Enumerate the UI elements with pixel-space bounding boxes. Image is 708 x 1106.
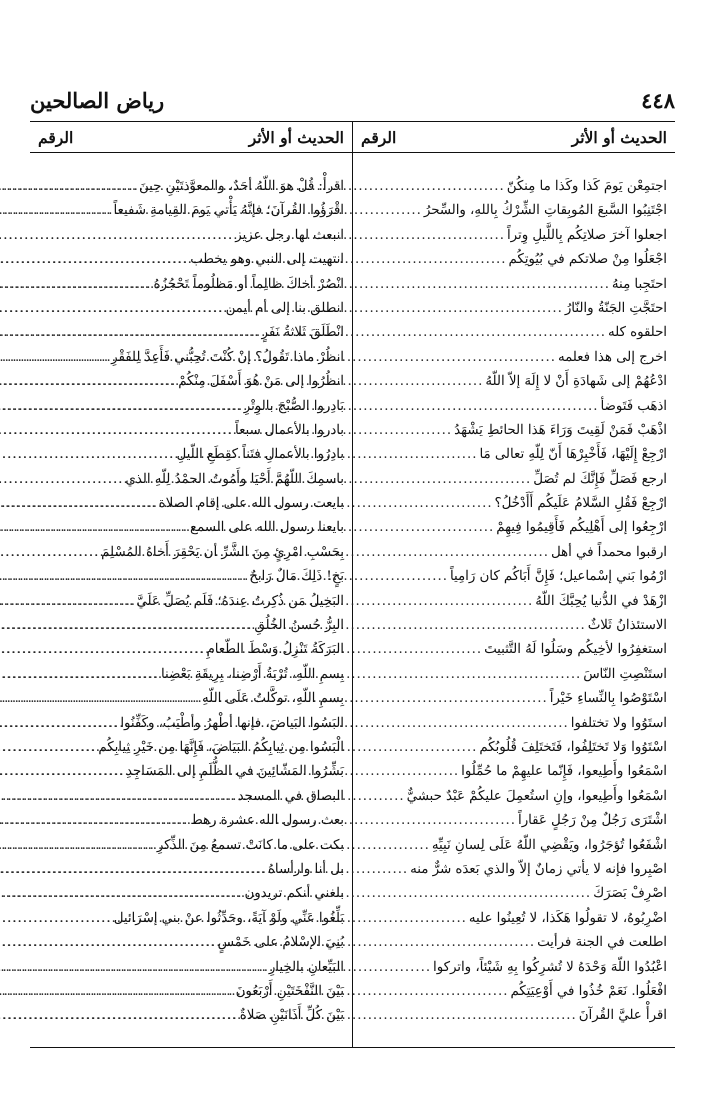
index-column-left xyxy=(30,122,352,1047)
index-entry xyxy=(30,980,352,1004)
dot-leader xyxy=(0,785,236,809)
index-entry xyxy=(30,809,352,833)
hadith-text: احتَجَّتِ الجَنّةُ والنّارُ xyxy=(564,300,667,316)
dot-leader xyxy=(0,834,155,858)
index-entry xyxy=(30,590,352,614)
index-entry xyxy=(353,248,675,272)
dot-leader xyxy=(0,638,205,662)
hadith-text: بُنِيَ الإسْلامُ على خَمْسٍ xyxy=(217,935,344,951)
hadith-text: بادِرُوا بالأعمالِ فتَناً كقِطَعِ اللّيلِ xyxy=(176,447,344,463)
hadith-text: اسْتَوُوا وَلا تَختَلِفُوا، فَتَختَلِفَ قُلُوبُكُم xyxy=(479,739,667,755)
hadith-text: بادروا بالأعمال سبعاً xyxy=(235,422,344,438)
index-entry xyxy=(353,980,675,1004)
dot-leader xyxy=(0,297,224,321)
index-entry xyxy=(30,760,352,784)
number-column-label: الرقم xyxy=(38,128,74,147)
index-entry xyxy=(30,492,352,516)
hadith-text: استَوُوا ولا تختلفوا xyxy=(570,715,667,731)
index-entry xyxy=(353,638,675,662)
hadith-text: انظُرُوا إلى مَنْ هُوَ أَسْفَلَ مِنْكُمْ xyxy=(178,374,344,390)
dot-leader xyxy=(0,541,99,565)
hadith-text: بَشِّرُوا المَشّائِينَ في الظُّلَمِ إلى المَسَاجِدِ xyxy=(125,764,344,780)
index-entry xyxy=(30,736,352,760)
hadith-text: ارْجِعُوا إلى أَهْلِيكُم فَأَقِيمُوا فِيهِمْ xyxy=(496,520,667,536)
hadith-text: ارْجِعْ إِلَيْهَا، فَأَخْبِرْهَا أَنّ لِلّهِ تعالى مَا xyxy=(479,447,667,463)
index-entry xyxy=(30,541,352,565)
hadith-column-label: الحديث أو الأثر xyxy=(571,128,667,147)
index-entry xyxy=(353,663,675,687)
hadith-text: اطلعت في الجنة فرأيت xyxy=(537,935,667,951)
hadith-text: انطلق بنا إلى أم أيمن xyxy=(225,300,344,316)
hadith-text: ارجع فَصَلِّ فَإِنَّكَ لم تُصَلِّ xyxy=(533,471,667,487)
hadith-text: اقرأْ عليَّ القُرآنَ xyxy=(578,1008,667,1024)
hadith-text: اسْمَعُوا وأَطِيعوا، وإنِ استُعمِلَ عليكُمْ عَبْدٌ حبشيٌّ xyxy=(406,788,667,804)
index-entry xyxy=(30,370,352,394)
dot-leader xyxy=(0,468,123,492)
index-entry xyxy=(30,712,352,736)
index-entry xyxy=(353,224,675,248)
hadith-text: استغفِرُوا لأخِيكُم وسَلُوا لَهُ التَّثبيتَ xyxy=(484,642,667,658)
dot-leader xyxy=(0,492,157,516)
index-entry xyxy=(353,760,675,784)
hadith-text: اذْهَبْ فَمَنْ لَقِيتَ وَرَاءَ هَذا الحائطِ يَشْهَدُ xyxy=(454,422,667,438)
dot-leader xyxy=(0,199,112,223)
index-entry xyxy=(353,834,675,858)
hadith-text: البِرُّ حُسنُ الخُلُقِ xyxy=(254,618,344,634)
dot-leader xyxy=(0,590,134,614)
hadith-text: الْبَسُوا مِن ثِيابِكُمُ البَيَاضَ، فَإِنَّهَا مِن خَيْرِ ثِيابِكُم xyxy=(98,739,344,755)
index-entry xyxy=(30,687,352,711)
hadith-text: البَرَكَةُ تَنْزِلُ وَسْطَ الطّعامِ xyxy=(206,642,344,658)
hadith-text: ارْمُوا بَني إسْماعيل؛ فَإِنَّ أَبَاكُم كان رَامِياً xyxy=(449,569,667,585)
hadith-text: الاستئذانُ ثَلاثٌ xyxy=(587,618,667,634)
index-entry xyxy=(30,907,352,931)
dot-leader xyxy=(0,736,96,760)
index-entry xyxy=(353,712,675,736)
index-entry xyxy=(353,516,675,540)
hadith-text: ازْهَدْ في الدُّنيا يُحِبَّكَ اللّهُ xyxy=(535,593,667,609)
hadith-text: اذهَب فَتَوضأ xyxy=(600,398,667,414)
index-entry xyxy=(30,516,352,540)
index-entry xyxy=(30,858,352,882)
dot-leader xyxy=(0,370,176,394)
hadith-text: بَيْنَ النَّفْخَتَيْنِ أَرْبَعُونَ xyxy=(235,983,344,999)
hadith-text: البَخِيلُ مَن ذُكِرتُ عِندَهُ؛ فَلَم يُصَلِّ عَلَيَّ xyxy=(136,593,344,609)
index-entry xyxy=(353,565,675,589)
index-entry xyxy=(30,468,352,492)
hadith-text: اقْرَؤُوا القُرآنَ؛ فإنَّهُ يَأْتي يَومَ القِيامةِ شَفيعاً xyxy=(113,203,344,219)
index-entry xyxy=(30,297,352,321)
index-entry xyxy=(30,346,352,370)
hadith-text: ادْعُهُمْ إلى شَهادَةِ أَنْ لا إِلَهَ إلاّ اللّهُ xyxy=(485,374,667,390)
hadith-text: اشْفَعُوا تُؤجَرُوا، ويَقْضِي اللّهُ عَلَى لِسانِ نَبِيِّهِ xyxy=(431,837,667,853)
hadith-text: اجتمِعْن يَومَ كَذا وكَذا ما مِنكُنّ xyxy=(506,179,667,194)
index-entry xyxy=(353,443,675,467)
index-entry xyxy=(353,736,675,760)
index-entry xyxy=(30,882,352,906)
column-header xyxy=(30,122,352,153)
dot-leader xyxy=(0,712,118,736)
index-entry xyxy=(30,785,352,809)
hadith-text: بايعت رسول الله على إقام الصلاة xyxy=(158,496,344,512)
hadith-text: بعث رسول الله عشرة رهط xyxy=(190,813,344,829)
index-entry xyxy=(30,273,352,297)
index-entry xyxy=(30,321,352,345)
index-column-right xyxy=(352,122,675,1047)
hadith-text: افْعَلُوا. نَعَمْ خُذُوا في أَوْعِيَتِكُم xyxy=(510,983,667,999)
hadith-text: بَيْنَ كُلِّ أَذَانَيْنِ صَلاةٌ xyxy=(239,1008,344,1024)
index-entry xyxy=(30,224,352,248)
dot-leader xyxy=(0,760,124,784)
hadith-text: البصاق في المسجد xyxy=(237,788,344,804)
page-number: ٤٤٨ xyxy=(641,88,675,113)
hadith-text: اعْبُدُوا اللّهَ وَحْدَهُ لا تُشرِكُوا بِهِ شَيْئاً، واتركوا xyxy=(433,959,667,975)
index-entry xyxy=(353,931,675,955)
page-header xyxy=(30,86,675,122)
hadith-text: احلقوه كله xyxy=(608,325,667,341)
hadith-text: اصْبِروا فإنه لا يأتي زمانٌ إلاّ والذي بَعدَه شرٌّ منه xyxy=(410,861,667,877)
hadith-text: بَلِّغُوا عَنِّي ولَوْ آيَةً، وحَدِّثُوا عنْ بني إسْرَائيل xyxy=(113,910,344,926)
hadith-text: اجْعَلُوا مِنْ صلاتكم في بُيُوتِكُم xyxy=(508,252,667,268)
index-entry xyxy=(353,882,675,906)
index-entry xyxy=(353,395,675,419)
index-entry xyxy=(30,638,352,662)
dot-leader xyxy=(0,443,175,467)
index-table xyxy=(30,122,675,1048)
index-entry xyxy=(30,931,352,955)
dot-leader xyxy=(0,956,267,980)
dot-leader xyxy=(0,931,216,955)
dot-leader xyxy=(0,346,109,370)
number-column-label: الرقم xyxy=(361,128,397,147)
dot-leader xyxy=(0,395,242,419)
book-title: رياض الصالحين xyxy=(30,88,165,113)
hadith-text: ارقبوا محمداً في أهل xyxy=(550,544,667,560)
index-entry xyxy=(353,199,675,223)
index-entry xyxy=(353,541,675,565)
index-entry xyxy=(30,175,352,199)
dot-leader xyxy=(0,809,188,833)
hadith-column-label: الحديث أو الأثر xyxy=(248,128,344,147)
index-entry xyxy=(353,419,675,443)
hadith-text: اشْتَرَى رَجُلٌ مِنْ رَجُلٍ عَقاراً xyxy=(518,813,667,829)
dot-leader xyxy=(0,907,112,931)
index-entry xyxy=(30,565,352,589)
index-entry xyxy=(30,199,352,223)
index-entry xyxy=(30,834,352,858)
column-header xyxy=(353,122,675,153)
index-entry xyxy=(30,395,352,419)
dot-leader xyxy=(0,565,247,589)
hadith-text: انظُرْ ماذا تَقُولُ؟ إنْ كُنْتَ تُحِبُّني فَأَعِدَّ لِلفَقْرِ xyxy=(111,349,344,365)
hadith-text: انتهيت إلى النبي وهو يخطب xyxy=(190,252,344,268)
hadith-text: البَيِّعانِ بالخِيارِ xyxy=(268,959,344,975)
hadith-text: انْصُرْ أخاكَ ظالِماً أو مَظلُوماً تَحْجُزُهُ xyxy=(153,276,344,292)
index-entry xyxy=(353,907,675,931)
hadith-text: البَسُوا البَياضَ، فإنها أطْهرُ وأطْيَبُ، وكَفِّنُوا xyxy=(120,715,344,731)
index-entry xyxy=(30,614,352,638)
hadith-text: اجْتَنِبُوا السَّبعَ المُوبِقاتِ الشِّرْكُ بِاللهِ، والسِّحرُ xyxy=(423,203,667,219)
dot-leader xyxy=(0,419,233,443)
hadith-text: اسْتَوْصُوا بِالنِّساءِ خَيْراً xyxy=(549,691,667,707)
hadith-text: اجعلوا آخرَ صلاتِكُم بِاللَّيلِ وِتراً xyxy=(506,227,667,243)
dot-leader xyxy=(0,516,188,540)
index-entry xyxy=(353,614,675,638)
index-entry xyxy=(353,468,675,492)
index-entry xyxy=(353,785,675,809)
hadith-text: بَادِروا الصُّبْحَ بالوِتْرِ xyxy=(243,398,344,414)
dot-leader xyxy=(0,858,266,882)
dot-leader xyxy=(0,224,233,248)
hadith-text: ارْجِعْ فَقُلِ السَّلامُ عَلَيكُم أَأَدْخُلُ؟ xyxy=(494,496,667,512)
dot-leader xyxy=(0,175,137,199)
hadith-text: بل أنا وارأساهُ xyxy=(267,861,344,877)
dot-leader xyxy=(0,663,159,687)
index-entry xyxy=(30,1004,352,1028)
index-entry xyxy=(353,590,675,614)
hadith-text: انبعث لها رجل عزيز xyxy=(235,227,344,243)
index-rows-left xyxy=(30,153,352,1029)
hadith-text: انْطَلَقَ ثَلاثةُ نَفَرٍ xyxy=(261,325,344,341)
index-entry xyxy=(30,419,352,443)
hadith-text: بكت على ما كانَتْ تسمعُ مِنَ الذِّكرِ xyxy=(156,837,344,853)
dot-leader xyxy=(0,980,234,1004)
index-entry xyxy=(30,663,352,687)
index-entry xyxy=(353,346,675,370)
dot-leader xyxy=(0,1004,238,1028)
hadith-text: بِحَسْبِ امْرِئٍ مِنَ الشَّرِّ أن يَحْقِرَ أَخاهُ المُسْلِمَ xyxy=(101,544,344,560)
hadith-text: بلغني أنكم تريدون xyxy=(244,886,344,902)
index-entry xyxy=(353,1004,675,1028)
index-entry xyxy=(353,273,675,297)
index-entry xyxy=(353,492,675,516)
index-entry xyxy=(353,858,675,882)
index-entry xyxy=(353,956,675,980)
index-entry xyxy=(30,443,352,467)
hadith-text: بَخٍ! ذَلِكَ مَالٌ رَابحٌ xyxy=(249,569,344,585)
index-entry xyxy=(30,248,352,272)
hadith-text: اقرأْ: قُلْ هوَ اللّهُ أحَدٌ، والمعوَّذتَيْنِ حِينَ xyxy=(139,179,344,194)
dot-leader xyxy=(0,614,252,638)
hadith-text: اصْرِفْ بَصَرَكَ xyxy=(593,886,667,902)
hadith-text: بِسمِ اللّهِ، تُرْبَةُ أَرْضِنا، بِرِيقَةِ بَعْضِنا xyxy=(160,666,344,682)
index-entry xyxy=(353,687,675,711)
dot-leader xyxy=(0,273,151,297)
index-entry xyxy=(353,809,675,833)
index-entry xyxy=(353,297,675,321)
hadith-text: احتَجِبا مِنهُ xyxy=(611,276,667,292)
dot-leader xyxy=(0,882,242,906)
hadith-text: استَنْصِتِ النّاسَ xyxy=(583,666,667,682)
dot-leader xyxy=(0,321,260,345)
hadith-text: باسمِكَ اللّهُمَّ أَحْيَا وأَمُوتُ الحمْدُ لِلّهِ الذي xyxy=(125,471,344,487)
index-entry xyxy=(353,370,675,394)
hadith-text: اخرج إلى هذا فعلمه xyxy=(557,349,667,365)
hadith-text: اسْمَعُوا وأَطِيعوا، فَإِنّما عليهِمْ ما حُمِّلُوا xyxy=(461,764,667,780)
hadith-text: بِسمِ اللّهِ، توكَّلتُ عَلَى اللّهِ xyxy=(202,691,344,707)
index-entry xyxy=(30,956,352,980)
dot-leader xyxy=(0,687,200,711)
hadith-text: اضْرِبُوهُ، لا تقولُوا هَكَذا، لا تُعِينُوا عليه xyxy=(468,910,667,926)
index-entry xyxy=(353,175,675,199)
index-rows-right xyxy=(353,153,675,1029)
hadith-text: بايعنا رسول الله على السمع xyxy=(190,520,344,536)
index-entry xyxy=(353,321,675,345)
dot-leader xyxy=(0,248,188,272)
